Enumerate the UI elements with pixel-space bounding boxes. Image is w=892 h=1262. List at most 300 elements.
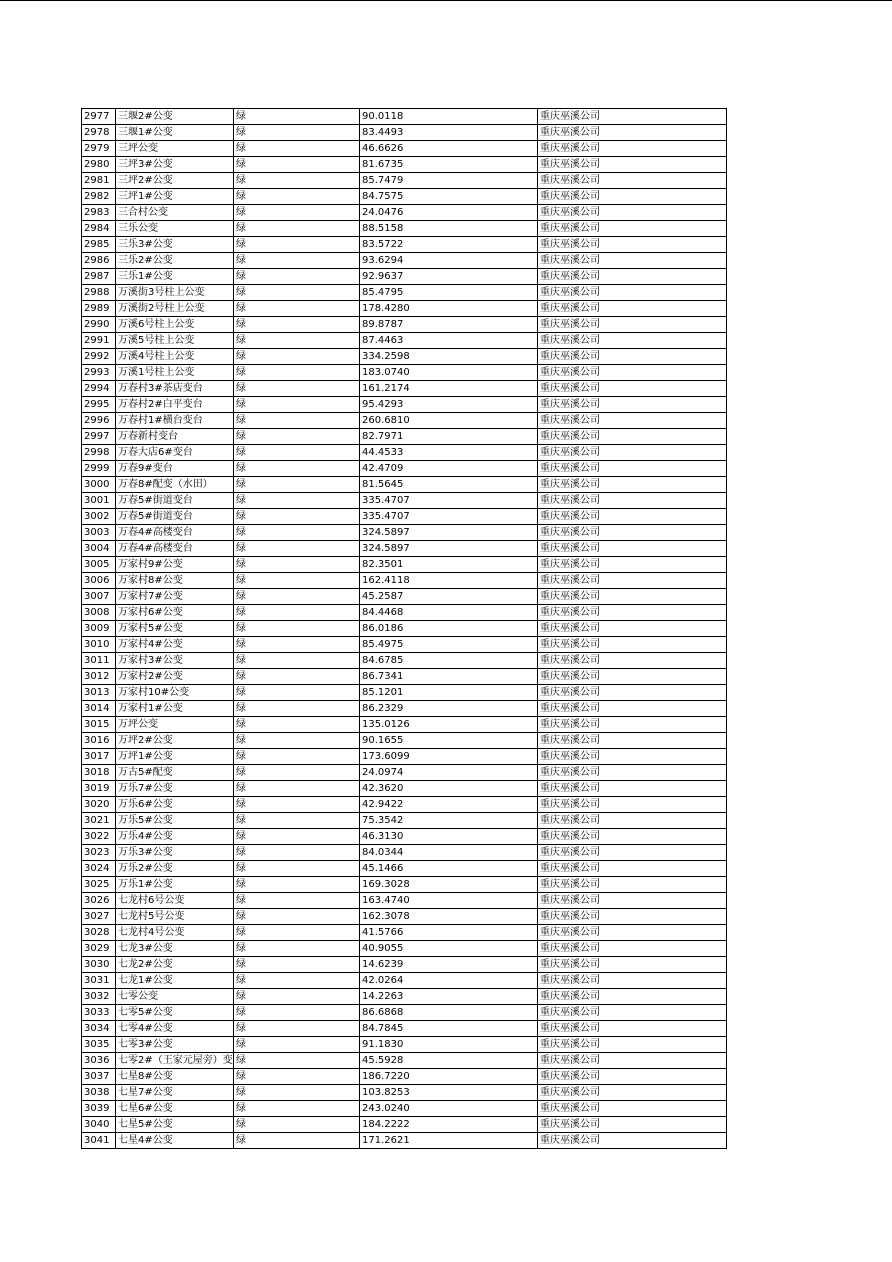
value-cell: 93.6294 (360, 253, 538, 269)
row-id-cell: 2977 (82, 109, 116, 125)
company-cell: 重庆巫溪公司 (538, 173, 727, 189)
company-cell: 重庆巫溪公司 (538, 141, 727, 157)
value-cell: 178.4280 (360, 301, 538, 317)
value-cell: 183.0740 (360, 365, 538, 381)
value-cell: 87.4463 (360, 333, 538, 349)
row-id-cell: 2986 (82, 253, 116, 269)
company-cell: 重庆巫溪公司 (538, 397, 727, 413)
row-id-cell: 3022 (82, 829, 116, 845)
value-cell: 324.5897 (360, 541, 538, 557)
table-row (82, 493, 727, 509)
transformer-name-cell: 万溪6号柱上公变 (116, 317, 234, 333)
table-row (82, 573, 727, 589)
table-row (82, 125, 727, 141)
value-cell: 135.0126 (360, 717, 538, 733)
status-cell: 绿 (234, 237, 360, 253)
row-id-cell: 3012 (82, 669, 116, 685)
value-cell: 82.3501 (360, 557, 538, 573)
transformer-name-cell: 七星4#公变 (116, 1133, 234, 1149)
status-cell: 绿 (234, 205, 360, 221)
row-id-cell: 2995 (82, 397, 116, 413)
company-cell: 重庆巫溪公司 (538, 733, 727, 749)
table-row (82, 509, 727, 525)
company-cell: 重庆巫溪公司 (538, 541, 727, 557)
transformer-name-cell: 万家村6#公变 (116, 605, 234, 621)
company-cell: 重庆巫溪公司 (538, 1037, 727, 1053)
value-cell: 84.7845 (360, 1021, 538, 1037)
status-cell: 绿 (234, 1037, 360, 1053)
row-id-cell: 2984 (82, 221, 116, 237)
row-id-cell: 3014 (82, 701, 116, 717)
company-cell: 重庆巫溪公司 (538, 941, 727, 957)
transformer-table (81, 108, 727, 1149)
company-cell: 重庆巫溪公司 (538, 877, 727, 893)
status-cell: 绿 (234, 637, 360, 653)
row-id-cell: 2998 (82, 445, 116, 461)
company-cell: 重庆巫溪公司 (538, 749, 727, 765)
status-cell: 绿 (234, 813, 360, 829)
table-row (82, 925, 727, 941)
company-cell: 重庆巫溪公司 (538, 701, 727, 717)
transformer-name-cell: 万乐1#公变 (116, 877, 234, 893)
status-cell: 绿 (234, 669, 360, 685)
company-cell: 重庆巫溪公司 (538, 157, 727, 173)
company-cell: 重庆巫溪公司 (538, 333, 727, 349)
table-row (82, 765, 727, 781)
status-cell: 绿 (234, 589, 360, 605)
status-cell: 绿 (234, 957, 360, 973)
status-cell: 绿 (234, 381, 360, 397)
status-cell: 绿 (234, 765, 360, 781)
transformer-name-cell: 七零公变 (116, 989, 234, 1005)
transformer-name-cell: 万春8#配变（水田） (116, 477, 234, 493)
status-cell: 绿 (234, 397, 360, 413)
table-row (82, 157, 727, 173)
status-cell: 绿 (234, 1133, 360, 1149)
value-cell: 14.2263 (360, 989, 538, 1005)
status-cell: 绿 (234, 829, 360, 845)
value-cell: 84.4468 (360, 605, 538, 621)
status-cell: 绿 (234, 573, 360, 589)
company-cell: 重庆巫溪公司 (538, 525, 727, 541)
row-id-cell: 3034 (82, 1021, 116, 1037)
value-cell: 41.5766 (360, 925, 538, 941)
table-row (82, 269, 727, 285)
status-cell: 绿 (234, 429, 360, 445)
transformer-name-cell: 万乐3#公变 (116, 845, 234, 861)
row-id-cell: 2983 (82, 205, 116, 221)
row-id-cell: 3032 (82, 989, 116, 1005)
value-cell: 90.0118 (360, 109, 538, 125)
table-row (82, 349, 727, 365)
row-id-cell: 3015 (82, 717, 116, 733)
transformer-name-cell: 万春4#高楼变台 (116, 525, 234, 541)
value-cell: 335.4707 (360, 493, 538, 509)
status-cell: 绿 (234, 541, 360, 557)
company-cell: 重庆巫溪公司 (538, 413, 727, 429)
transformer-name-cell: 万乐4#公变 (116, 829, 234, 845)
transformer-name-cell: 万家村10#公变 (116, 685, 234, 701)
value-cell: 89.8787 (360, 317, 538, 333)
value-cell: 86.7341 (360, 669, 538, 685)
transformer-name-cell: 万家村1#公变 (116, 701, 234, 717)
company-cell: 重庆巫溪公司 (538, 253, 727, 269)
row-id-cell: 3016 (82, 733, 116, 749)
company-cell: 重庆巫溪公司 (538, 509, 727, 525)
page-top-rule (0, 0, 892, 1)
transformer-name-cell: 万春4#高楼变台 (116, 541, 234, 557)
transformer-name-cell: 万家村2#公变 (116, 669, 234, 685)
company-cell: 重庆巫溪公司 (538, 717, 727, 733)
transformer-name-cell: 七星5#公变 (116, 1117, 234, 1133)
company-cell: 重庆巫溪公司 (538, 301, 727, 317)
company-cell: 重庆巫溪公司 (538, 653, 727, 669)
status-cell: 绿 (234, 749, 360, 765)
transformer-name-cell: 七星7#公变 (116, 1085, 234, 1101)
company-cell: 重庆巫溪公司 (538, 765, 727, 781)
company-cell: 重庆巫溪公司 (538, 685, 727, 701)
transformer-name-cell: 万坪1#公变 (116, 749, 234, 765)
table-row (82, 717, 727, 733)
row-id-cell: 2991 (82, 333, 116, 349)
row-id-cell: 3024 (82, 861, 116, 877)
value-cell: 42.0264 (360, 973, 538, 989)
value-cell: 85.7479 (360, 173, 538, 189)
table-row (82, 813, 727, 829)
table-row (82, 877, 727, 893)
status-cell: 绿 (234, 605, 360, 621)
transformer-name-cell: 万溪1号柱上公变 (116, 365, 234, 381)
company-cell: 重庆巫溪公司 (538, 317, 727, 333)
transformer-name-cell: 七星8#公变 (116, 1069, 234, 1085)
table-row (82, 221, 727, 237)
table-row (82, 397, 727, 413)
status-cell: 绿 (234, 557, 360, 573)
value-cell: 95.4293 (360, 397, 538, 413)
transformer-name-cell: 万乐2#公变 (116, 861, 234, 877)
value-cell: 24.0974 (360, 765, 538, 781)
value-cell: 243.0240 (360, 1101, 538, 1117)
row-id-cell: 2992 (82, 349, 116, 365)
company-cell: 重庆巫溪公司 (538, 1133, 727, 1149)
status-cell: 绿 (234, 797, 360, 813)
company-cell: 重庆巫溪公司 (538, 973, 727, 989)
table-row (82, 909, 727, 925)
status-cell: 绿 (234, 253, 360, 269)
row-id-cell: 2993 (82, 365, 116, 381)
row-id-cell: 2979 (82, 141, 116, 157)
company-cell: 重庆巫溪公司 (538, 621, 727, 637)
row-id-cell: 3025 (82, 877, 116, 893)
company-cell: 重庆巫溪公司 (538, 205, 727, 221)
row-id-cell: 2981 (82, 173, 116, 189)
value-cell: 46.3130 (360, 829, 538, 845)
row-id-cell: 3010 (82, 637, 116, 653)
company-cell: 重庆巫溪公司 (538, 349, 727, 365)
company-cell: 重庆巫溪公司 (538, 605, 727, 621)
value-cell: 82.7971 (360, 429, 538, 445)
company-cell: 重庆巫溪公司 (538, 1069, 727, 1085)
status-cell: 绿 (234, 349, 360, 365)
status-cell: 绿 (234, 525, 360, 541)
transformer-name-cell: 万坪公变 (116, 717, 234, 733)
table-row (82, 189, 727, 205)
status-cell: 绿 (234, 1117, 360, 1133)
table-row (82, 1005, 727, 1021)
transformer-name-cell: 万溪4号柱上公变 (116, 349, 234, 365)
row-id-cell: 2978 (82, 125, 116, 141)
table-row (82, 429, 727, 445)
row-id-cell: 3009 (82, 621, 116, 637)
table-row (82, 1133, 727, 1149)
row-id-cell: 3003 (82, 525, 116, 541)
transformer-name-cell: 万春9#变台 (116, 461, 234, 477)
status-cell: 绿 (234, 653, 360, 669)
status-cell: 绿 (234, 461, 360, 477)
transformer-name-cell: 万溪5号柱上公变 (116, 333, 234, 349)
table-row (82, 669, 727, 685)
status-cell: 绿 (234, 221, 360, 237)
row-id-cell: 2980 (82, 157, 116, 173)
transformer-name-cell: 万春新村变台 (116, 429, 234, 445)
value-cell: 90.1655 (360, 733, 538, 749)
company-cell: 重庆巫溪公司 (538, 269, 727, 285)
transformer-name-cell: 七零4#公变 (116, 1021, 234, 1037)
company-cell: 重庆巫溪公司 (538, 461, 727, 477)
status-cell: 绿 (234, 413, 360, 429)
table-row (82, 621, 727, 637)
table-row (82, 1037, 727, 1053)
transformer-name-cell: 七龙村6号公变 (116, 893, 234, 909)
value-cell: 85.1201 (360, 685, 538, 701)
status-cell: 绿 (234, 445, 360, 461)
transformer-name-cell: 万春村1#横台变台 (116, 413, 234, 429)
row-id-cell: 2988 (82, 285, 116, 301)
status-cell: 绿 (234, 1053, 360, 1069)
table-row (82, 445, 727, 461)
value-cell: 86.2329 (360, 701, 538, 717)
transformer-name-cell: 万家村9#公变 (116, 557, 234, 573)
transformer-name-cell: 万坪2#公变 (116, 733, 234, 749)
row-id-cell: 3002 (82, 509, 116, 525)
status-cell: 绿 (234, 989, 360, 1005)
row-id-cell: 3029 (82, 941, 116, 957)
transformer-name-cell: 万家村3#公变 (116, 653, 234, 669)
company-cell: 重庆巫溪公司 (538, 381, 727, 397)
table-row (82, 1117, 727, 1133)
value-cell: 24.0476 (360, 205, 538, 221)
company-cell: 重庆巫溪公司 (538, 445, 727, 461)
value-cell: 85.4795 (360, 285, 538, 301)
row-id-cell: 3041 (82, 1133, 116, 1149)
table-row (82, 141, 727, 157)
table-row (82, 461, 727, 477)
row-id-cell: 2990 (82, 317, 116, 333)
status-cell: 绿 (234, 717, 360, 733)
status-cell: 绿 (234, 973, 360, 989)
table-row (82, 701, 727, 717)
value-cell: 44.4533 (360, 445, 538, 461)
row-id-cell: 3020 (82, 797, 116, 813)
transformer-name-cell: 七龙村4号公变 (116, 925, 234, 941)
table-row (82, 173, 727, 189)
table-row (82, 413, 727, 429)
value-cell: 163.4740 (360, 893, 538, 909)
status-cell: 绿 (234, 925, 360, 941)
row-id-cell: 3013 (82, 685, 116, 701)
table-row (82, 941, 727, 957)
row-id-cell: 2989 (82, 301, 116, 317)
company-cell: 重庆巫溪公司 (538, 365, 727, 381)
company-cell: 重庆巫溪公司 (538, 813, 727, 829)
table-row (82, 749, 727, 765)
value-cell: 83.4493 (360, 125, 538, 141)
value-cell: 92.9637 (360, 269, 538, 285)
status-cell: 绿 (234, 685, 360, 701)
transformer-name-cell: 七龙村5号公变 (116, 909, 234, 925)
transformer-name-cell: 三坪3#公变 (116, 157, 234, 173)
status-cell: 绿 (234, 1005, 360, 1021)
value-cell: 42.9422 (360, 797, 538, 813)
transformer-name-cell: 万春5#街道变台 (116, 493, 234, 509)
value-cell: 85.4975 (360, 637, 538, 653)
row-id-cell: 3006 (82, 573, 116, 589)
status-cell: 绿 (234, 733, 360, 749)
row-id-cell: 2997 (82, 429, 116, 445)
value-cell: 40.9055 (360, 941, 538, 957)
transformer-name-cell: 万家村7#公变 (116, 589, 234, 605)
table-row (82, 1085, 727, 1101)
status-cell: 绿 (234, 701, 360, 717)
row-id-cell: 3017 (82, 749, 116, 765)
table-row (82, 797, 727, 813)
row-id-cell: 3026 (82, 893, 116, 909)
table-row (82, 109, 727, 125)
transformer-name-cell: 万家村5#公变 (116, 621, 234, 637)
status-cell: 绿 (234, 1085, 360, 1101)
transformer-name-cell: 万乐7#公变 (116, 781, 234, 797)
transformer-name-cell: 三堰1#公变 (116, 125, 234, 141)
row-id-cell: 2985 (82, 237, 116, 253)
table-row (82, 589, 727, 605)
transformer-name-cell: 万春村3#茶店变台 (116, 381, 234, 397)
row-id-cell: 3011 (82, 653, 116, 669)
status-cell: 绿 (234, 1069, 360, 1085)
row-id-cell: 3001 (82, 493, 116, 509)
transformer-name-cell: 七零2#（王家元屋旁）变 (116, 1053, 234, 1069)
value-cell: 91.1830 (360, 1037, 538, 1053)
table-row (82, 205, 727, 221)
transformer-name-cell: 万家村4#公变 (116, 637, 234, 653)
status-cell: 绿 (234, 493, 360, 509)
table-row (82, 957, 727, 973)
transformer-name-cell: 万春大店6#变台 (116, 445, 234, 461)
value-cell: 46.6626 (360, 141, 538, 157)
row-id-cell: 3018 (82, 765, 116, 781)
value-cell: 324.5897 (360, 525, 538, 541)
value-cell: 173.6099 (360, 749, 538, 765)
status-cell: 绿 (234, 285, 360, 301)
row-id-cell: 3004 (82, 541, 116, 557)
company-cell: 重庆巫溪公司 (538, 493, 727, 509)
transformer-name-cell: 三乐公变 (116, 221, 234, 237)
table-row (82, 973, 727, 989)
value-cell: 42.4709 (360, 461, 538, 477)
company-cell: 重庆巫溪公司 (538, 669, 727, 685)
table-row (82, 637, 727, 653)
status-cell: 绿 (234, 509, 360, 525)
row-id-cell: 3008 (82, 605, 116, 621)
company-cell: 重庆巫溪公司 (538, 477, 727, 493)
value-cell: 84.0344 (360, 845, 538, 861)
company-cell: 重庆巫溪公司 (538, 1005, 727, 1021)
value-cell: 81.5645 (360, 477, 538, 493)
row-id-cell: 3038 (82, 1085, 116, 1101)
company-cell: 重庆巫溪公司 (538, 589, 727, 605)
status-cell: 绿 (234, 861, 360, 877)
table-row (82, 989, 727, 1005)
transformer-name-cell: 三坪公变 (116, 141, 234, 157)
row-id-cell: 3039 (82, 1101, 116, 1117)
company-cell: 重庆巫溪公司 (538, 925, 727, 941)
transformer-name-cell: 万乐5#公变 (116, 813, 234, 829)
status-cell: 绿 (234, 1021, 360, 1037)
table-row (82, 685, 727, 701)
company-cell: 重庆巫溪公司 (538, 1021, 727, 1037)
value-cell: 86.0186 (360, 621, 538, 637)
transformer-name-cell: 万溪街2号柱上公变 (116, 301, 234, 317)
status-cell: 绿 (234, 269, 360, 285)
value-cell: 162.4118 (360, 573, 538, 589)
value-cell: 75.3542 (360, 813, 538, 829)
company-cell: 重庆巫溪公司 (538, 1117, 727, 1133)
company-cell: 重庆巫溪公司 (538, 781, 727, 797)
row-id-cell: 2994 (82, 381, 116, 397)
table-row (82, 477, 727, 493)
transformer-name-cell: 三乐1#公变 (116, 269, 234, 285)
value-cell: 14.6239 (360, 957, 538, 973)
status-cell: 绿 (234, 365, 360, 381)
row-id-cell: 2987 (82, 269, 116, 285)
transformer-name-cell: 三乐2#公变 (116, 253, 234, 269)
value-cell: 169.3028 (360, 877, 538, 893)
value-cell: 184.2222 (360, 1117, 538, 1133)
value-cell: 162.3078 (360, 909, 538, 925)
transformer-name-cell: 三乐3#公变 (116, 237, 234, 253)
transformer-name-cell: 三堰2#公变 (116, 109, 234, 125)
value-cell: 88.5158 (360, 221, 538, 237)
table-row (82, 525, 727, 541)
row-id-cell: 2996 (82, 413, 116, 429)
value-cell: 83.5722 (360, 237, 538, 253)
table-row (82, 781, 727, 797)
row-id-cell: 3023 (82, 845, 116, 861)
table-row (82, 733, 727, 749)
transformer-name-cell: 三坪1#公变 (116, 189, 234, 205)
transformer-name-cell: 三合村公变 (116, 205, 234, 221)
table-row (82, 541, 727, 557)
table-row (82, 381, 727, 397)
row-id-cell: 3035 (82, 1037, 116, 1053)
status-cell: 绿 (234, 477, 360, 493)
company-cell: 重庆巫溪公司 (538, 429, 727, 445)
row-id-cell: 3037 (82, 1069, 116, 1085)
company-cell: 重庆巫溪公司 (538, 285, 727, 301)
value-cell: 81.6735 (360, 157, 538, 173)
value-cell: 260.6810 (360, 413, 538, 429)
company-cell: 重庆巫溪公司 (538, 573, 727, 589)
table-row (82, 237, 727, 253)
